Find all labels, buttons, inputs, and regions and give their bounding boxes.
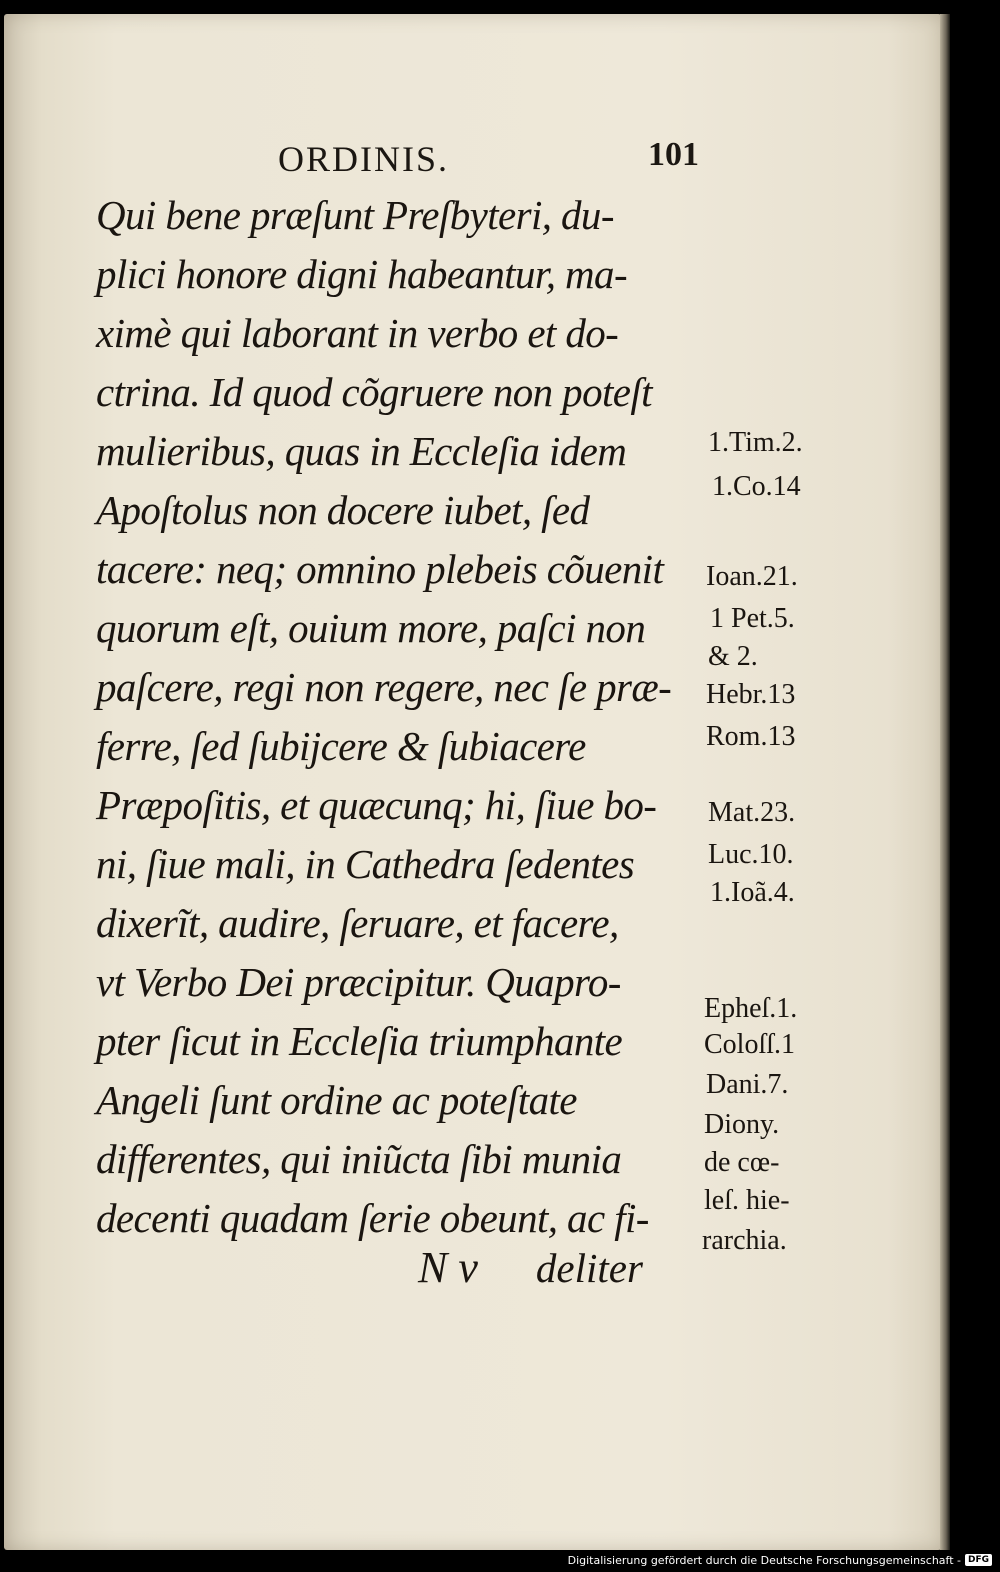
marginal-note: leſ. hie- bbox=[704, 1185, 790, 1216]
marginal-note: 1 Pet.5. bbox=[710, 603, 795, 634]
text-line: Apoſtolus non docere iubet, ſed bbox=[96, 487, 590, 533]
marginal-note: de cœ- bbox=[704, 1147, 780, 1178]
text-line: Præpoſitis, et quæcunq; hi, ſiue bo- bbox=[96, 782, 657, 828]
text-line: vt Verbo Dei præcipitur. Quapro- bbox=[96, 959, 621, 1005]
text-line: ferre, ſed ſubijcere & ſubiacere bbox=[96, 723, 586, 769]
marginal-note: Dani.7. bbox=[706, 1069, 789, 1100]
digitization-credit bbox=[568, 1550, 992, 1570]
marginal-note: Mat.23. bbox=[708, 797, 796, 828]
text-line: quorum eſt, ouium more, paſci non bbox=[96, 605, 646, 651]
page-number: 101 bbox=[648, 136, 699, 173]
text-line: ctrina. Id quod cõgruere non poteſt bbox=[96, 369, 652, 415]
marginal-note: Diony. bbox=[704, 1109, 780, 1140]
catchword: deliter bbox=[535, 1245, 643, 1291]
marginal-note: Hebr.13 bbox=[706, 679, 796, 710]
marginal-note: & 2. bbox=[708, 641, 758, 672]
text-line: Qui bene præſunt Preſbyteri, du- bbox=[96, 192, 614, 238]
running-head: ORDINIS. bbox=[278, 139, 450, 179]
marginal-note: 1.Co.14 bbox=[712, 471, 801, 502]
text-line: differentes, qui iniũcta ſibi munia bbox=[96, 1136, 622, 1182]
text-line: tacere: neq; omnino plebeis cõuenit bbox=[96, 546, 664, 592]
text-line: mulieribus, quas in Eccleſia idem bbox=[96, 428, 627, 474]
text-line: decenti quadam ſerie obeunt, ac fi- bbox=[96, 1195, 649, 1241]
text-line: plici honore digni habeantur, ma- bbox=[96, 251, 627, 297]
marginal-note: 1.Ioã.4. bbox=[710, 877, 795, 908]
marginal-note: Rom.13 bbox=[706, 721, 796, 752]
text-line: pter ſicut in Eccleſia triumphante bbox=[96, 1018, 623, 1064]
catchline bbox=[418, 1238, 643, 1298]
text-line: ximè qui laborant in verbo et do- bbox=[96, 310, 619, 356]
text-line: paſcere, regi non regere, nec ſe præ- bbox=[96, 664, 672, 710]
text-line: Angeli ſunt ordine ac poteſtate bbox=[96, 1077, 577, 1123]
marginal-note: rarchia. bbox=[702, 1225, 787, 1256]
text-line: ni, ſiue mali, in Cathedra ſedentes bbox=[96, 841, 635, 887]
marginal-note: Ioan.21. bbox=[706, 561, 798, 592]
page-edge bbox=[940, 14, 950, 1550]
marginal-note: Luc.10. bbox=[708, 839, 794, 870]
marginal-note: Epheſ.1. bbox=[704, 993, 798, 1024]
marginal-note: 1.Tim.2. bbox=[708, 427, 803, 458]
dfg-logo: DFG bbox=[965, 1554, 992, 1566]
marginal-note: Coloſſ.1 bbox=[704, 1029, 796, 1060]
body-text bbox=[96, 186, 706, 1248]
text-line: dixerĩt, audire, ſeruare, et facere, bbox=[96, 900, 619, 946]
signature-mark: N v bbox=[418, 1243, 478, 1292]
credit-text: Digitalisierung gefördert durch die Deutsche Forschungsgemeinschaft - bbox=[567, 1553, 961, 1567]
